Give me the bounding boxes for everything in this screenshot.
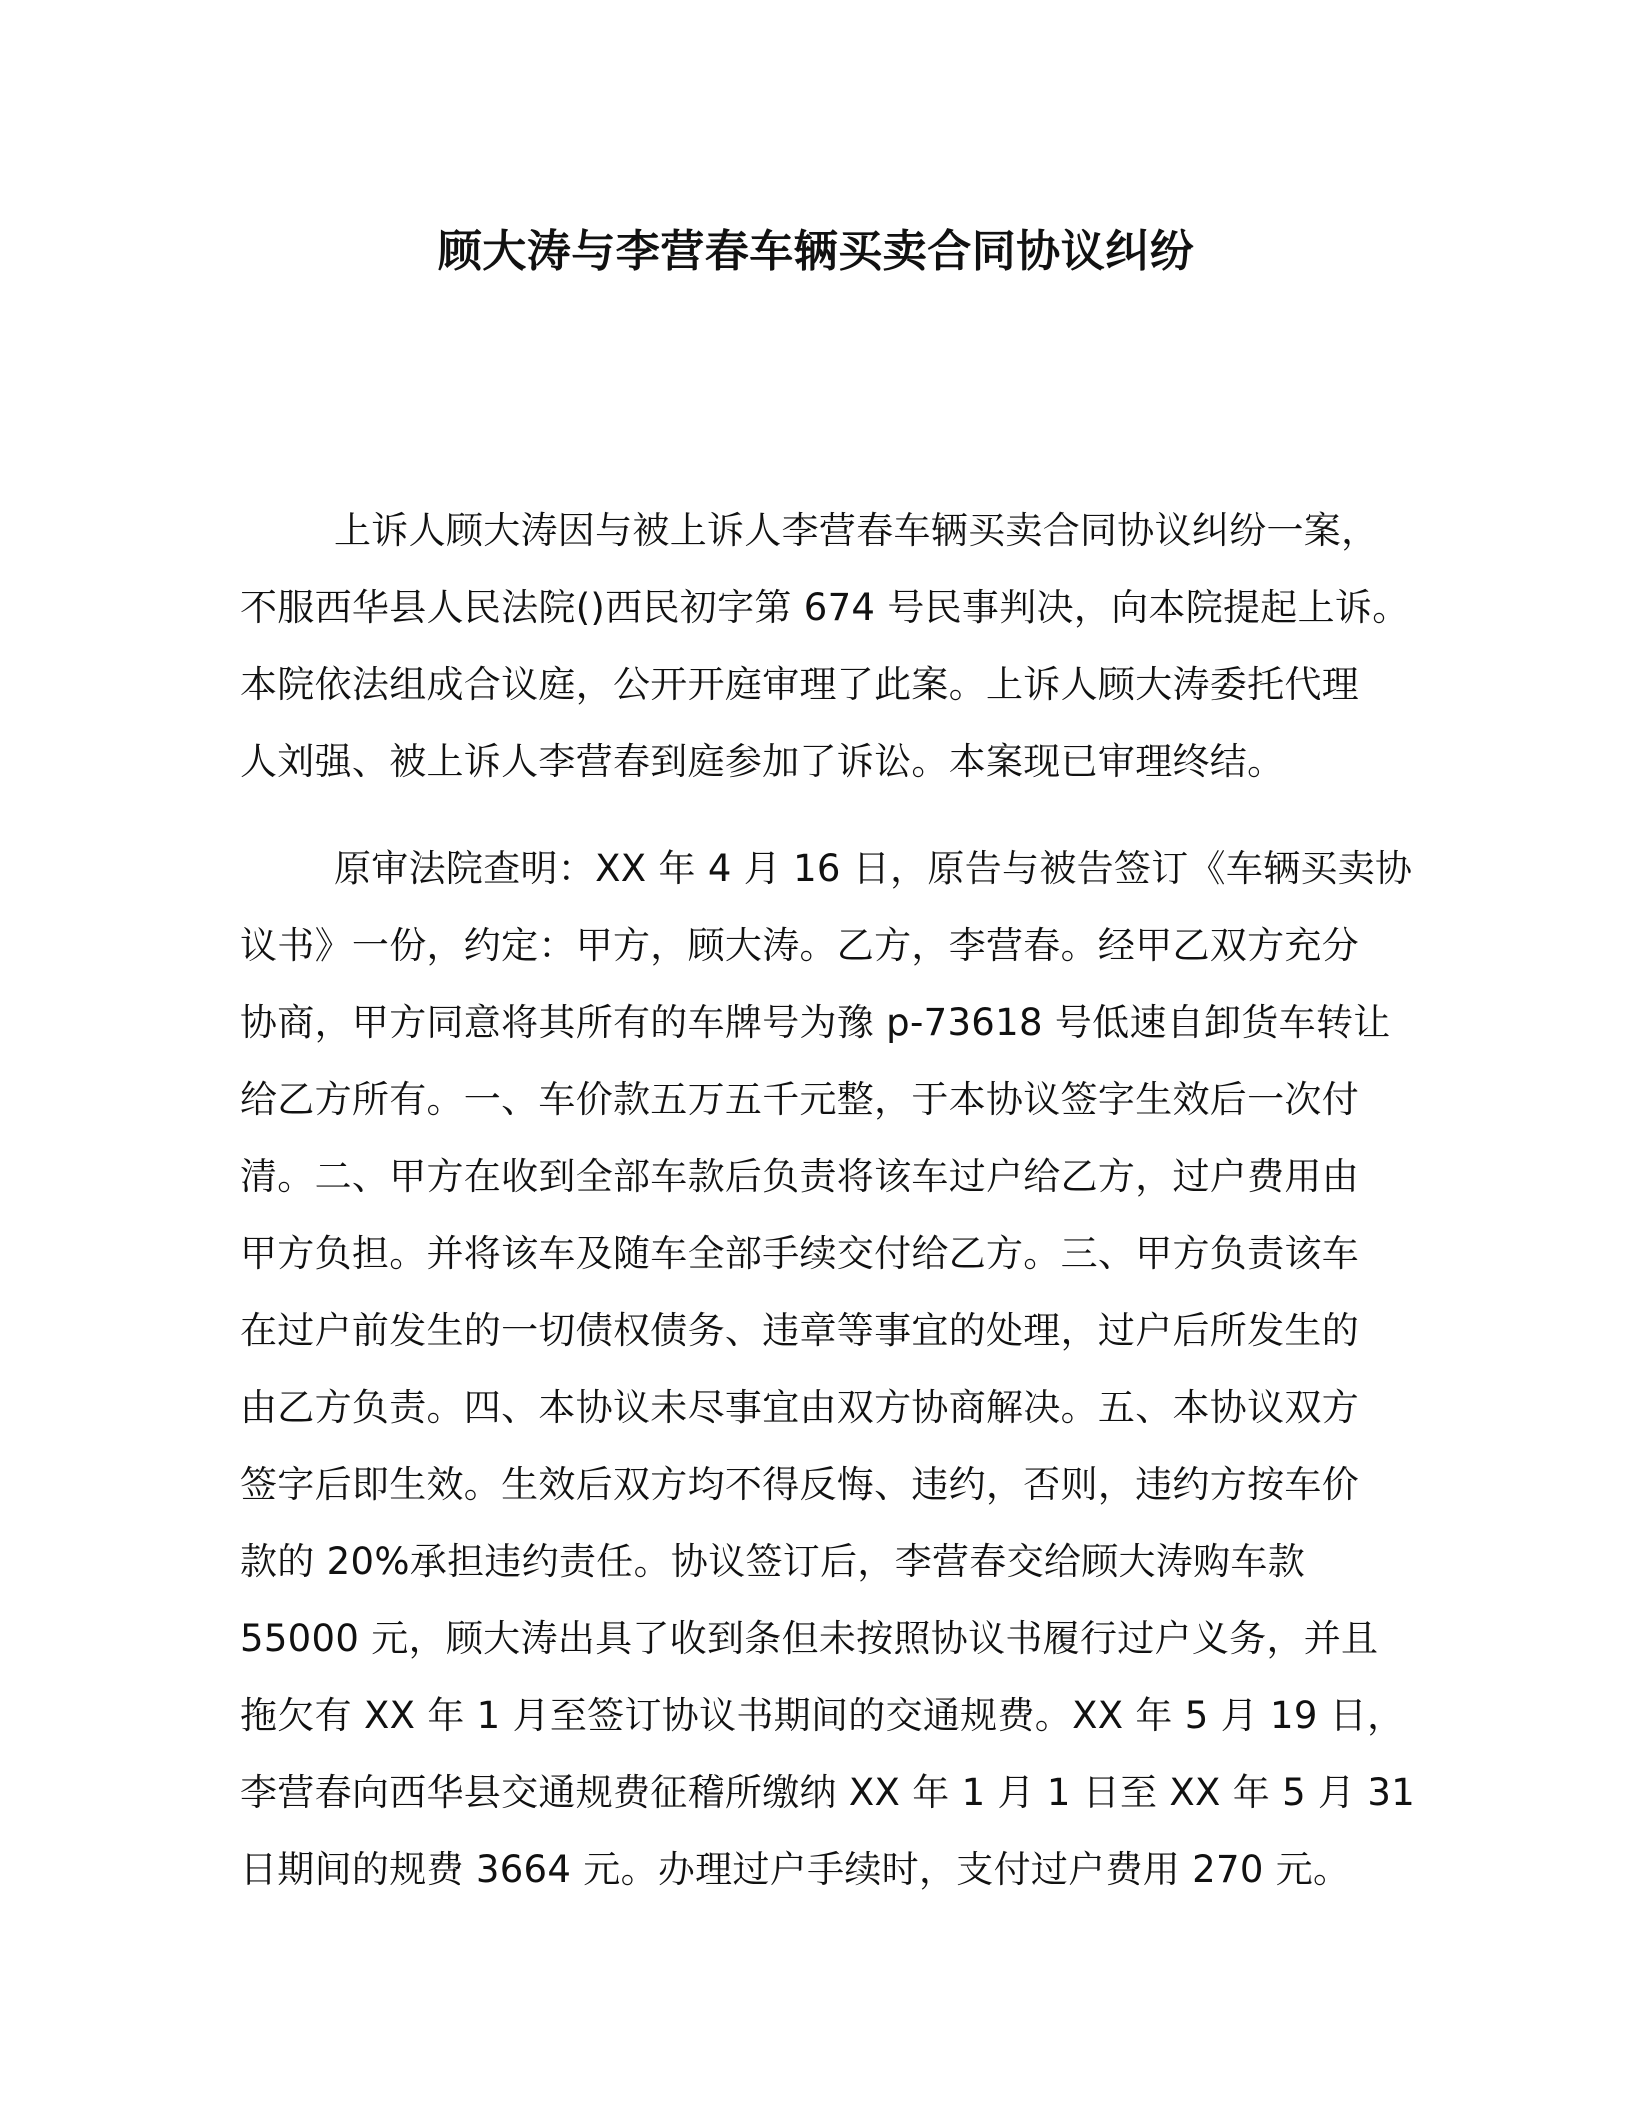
paragraph-line: 不服西华县人民法院()西民初字第 674 号民事判决，向本院提起上诉。 [240,586,1410,629]
paragraph-line: 签字后即生效。生效后双方均不得反悔、违约，否则，违约方按车价 [240,1463,1359,1506]
paragraph-2 [240,830,1416,1908]
paragraph-line: 清。二、甲方在收到全部车款后负责将该车过户给乙方，过户费用由 [240,1155,1359,1198]
paragraph-line: 给乙方所有。一、车价款五万五千元整，于本协议签字生效后一次付 [240,1078,1359,1121]
paragraph-line: 本院依法组成合议庭，公开开庭审理了此案。上诉人顾大涛委托代理 [240,663,1359,706]
paragraph-line: 由乙方负责。四、本协议未尽事宜由双方协商解决。五、本协议双方 [240,1386,1359,1429]
paragraph-1 [240,492,1410,800]
paragraph-line: 在过户前发生的一切债权债务、违章等事宜的处理，过户后所发生的 [240,1309,1359,1352]
paragraph-line: 甲方负担。并将该车及随车全部手续交付给乙方。三、甲方负责该车 [240,1232,1359,1275]
paragraph-line: 日期间的规费 3664 元。办理过户手续时，支付过户费用 270 元。 [240,1848,1351,1891]
document-body [240,492,1416,1938]
paragraph-line: 协商，甲方同意将其所有的车牌号为豫 p-73618 号低速自卸货车转让 [240,1001,1391,1044]
paragraph-line: 原审法院查明：XX 年 4 月 16 日，原告与被告签订《车辆买卖协 [334,847,1413,890]
paragraph-line: 议书》一份，约定：甲方，顾大涛。乙方，李营春。经甲乙双方充分 [240,924,1359,967]
paragraph-line: 上诉人顾大涛因与被上诉人李营春车辆买卖合同协议纠纷一案， [334,509,1379,552]
document-title: 顾大涛与李营春车辆买卖合同协议纠纷 [437,226,1195,277]
paragraph-line: 拖欠有 XX 年 1 月至签订协议书期间的交通规费。XX 年 5 月 19 日， [240,1694,1405,1737]
paragraph-line: 李营春向西华县交通规费征稽所缴纳 XX 年 1 月 1 日至 XX 年 5 月 31 [240,1771,1416,1814]
paragraph-line: 款的 20%承担违约责任。协议签订后，李营春交给顾大涛购车款 [240,1540,1305,1583]
paragraph-line: 55000 元，顾大涛出具了收到条但未按照协议书履行过户义务，并且 [240,1617,1379,1660]
paragraph-line: 人刘强、被上诉人李营春到庭参加了诉讼。本案现已审理终结。 [240,740,1285,783]
